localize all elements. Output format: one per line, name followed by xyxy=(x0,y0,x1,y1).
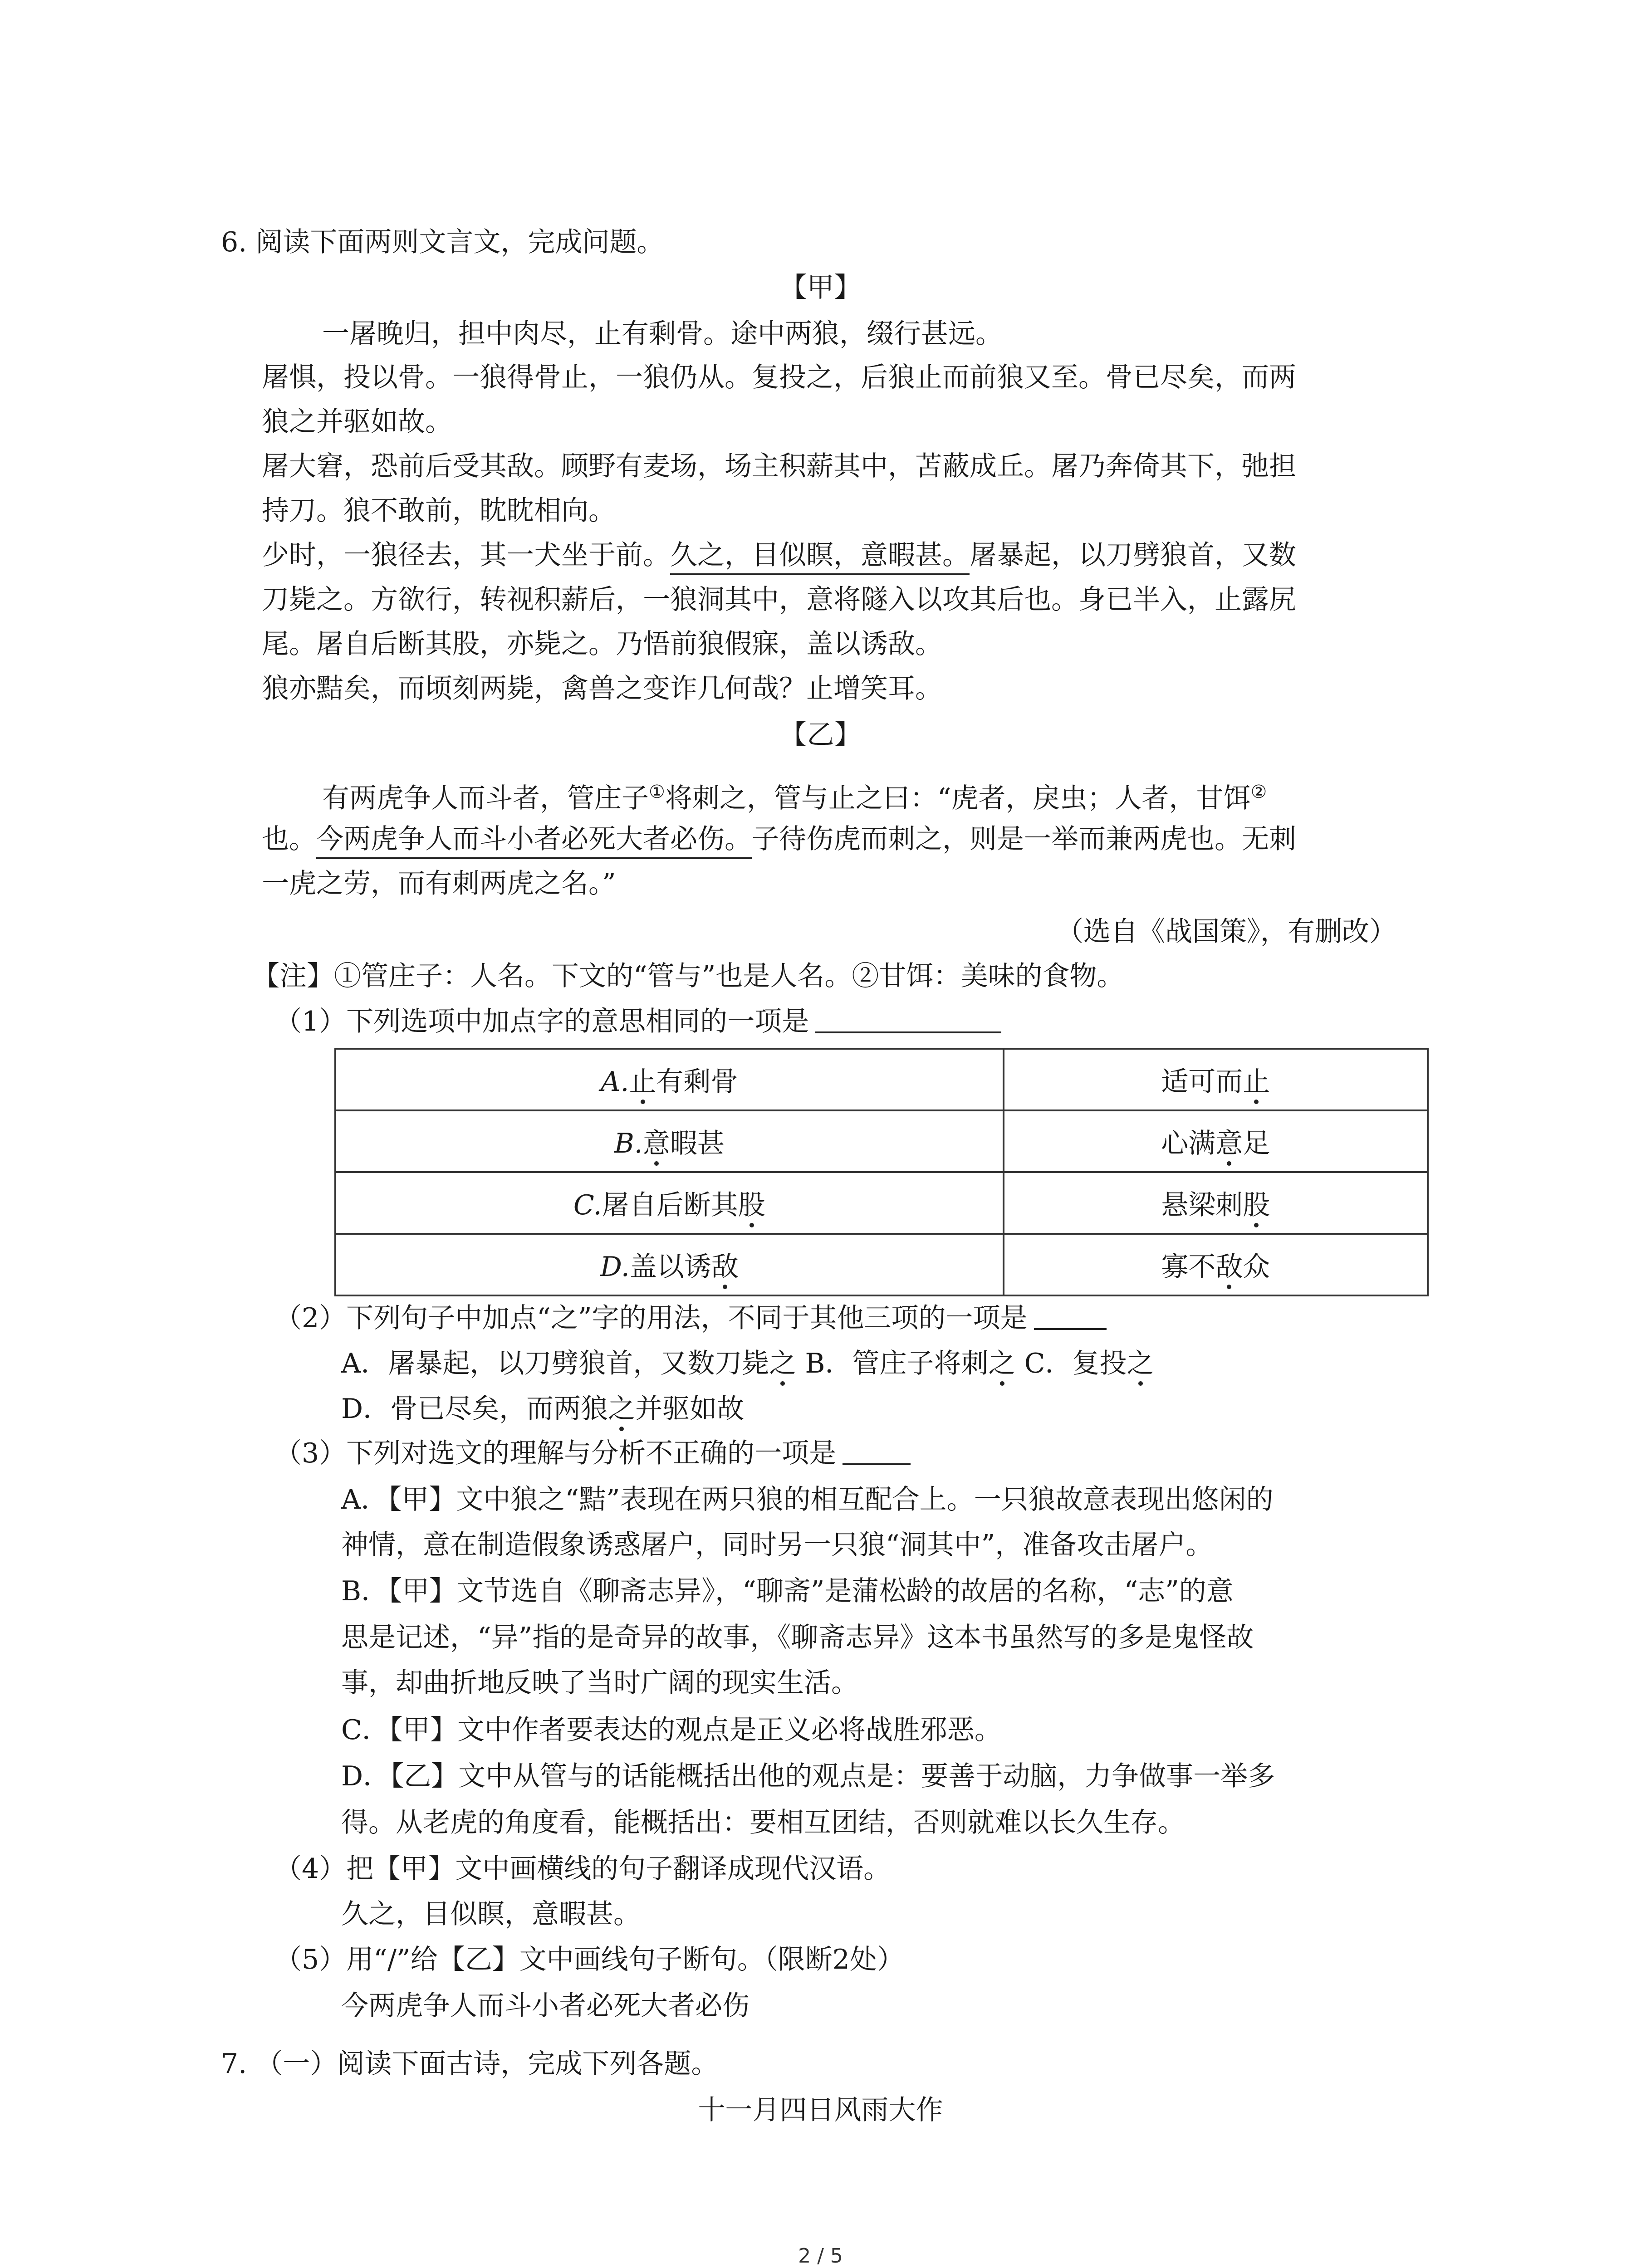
note-marker-1: ① xyxy=(649,782,665,802)
sub-question-3 xyxy=(274,1433,911,1473)
note-marker-2: ② xyxy=(1250,782,1267,802)
yi-line-2-pre: 也。 xyxy=(262,823,316,855)
table-row xyxy=(335,1234,1428,1295)
dotted-char: 之 xyxy=(988,1348,1016,1379)
table-row xyxy=(335,1049,1428,1110)
sub-question-5-text: 今两虎争人而斗小者必死大者必伤 xyxy=(341,1990,749,2022)
q6-intro: 6. 阅读下面两则文言文，完成问题。 xyxy=(221,226,664,258)
jia-underlined-sentence: 久之，目似瞑，意暇甚。 xyxy=(670,537,970,575)
answer-blank-2[interactable] xyxy=(1034,1301,1107,1330)
s3-line-2: 神情，意在制造假象诱惑屠户，同时另一只狼“洞其中”，准备攻击屠户。 xyxy=(341,1529,1213,1561)
jia-line-6-post: 屠暴起，以刀劈狼首，又数 xyxy=(970,539,1296,571)
s3-line-1: A．【甲】文中狼之“黠”表现在两只狼的相互配合上。一只狼故意表现出悠闲的 xyxy=(341,1484,1274,1515)
table-cell: D.盖以诱敌 xyxy=(335,1234,1004,1295)
sub-question-1 xyxy=(274,1002,1001,1041)
dotted-char: 意 xyxy=(1215,1128,1243,1159)
yi-line-1-a: 有两虎争人而斗者，管庄子 xyxy=(322,782,649,814)
jia-line-5: 持刀。狼不敢前，眈眈相向。 xyxy=(262,495,616,527)
answer-blank-1[interactable] xyxy=(815,1004,1001,1033)
option-c: C．复投 xyxy=(1015,1348,1127,1379)
yi-line-2-post: 子待伤虎而刺之，则是一举而兼两虎也。无刺 xyxy=(752,823,1296,855)
s3-line-8: 得。从老虎的角度看，能概括出：要相互团结，否则就难以长久生存。 xyxy=(341,1807,1185,1838)
jia-line-6 xyxy=(262,535,1296,575)
s3-line-6: C．【甲】文中作者要表达的观点是正义必将战胜邪恶。 xyxy=(341,1714,1002,1746)
source-citation: （选自《战国策》，有删改） xyxy=(1056,916,1396,948)
option-a: A．屠暴起，以刀劈狼首，又数刀毙 xyxy=(341,1348,769,1379)
dotted-char: 之 xyxy=(1127,1348,1154,1379)
jia-line-1: 一屠晚归，担中肉尽，止有剩骨。途中两狼，缀行甚远。 xyxy=(322,318,1003,350)
jia-line-9: 狼亦黠矣，而顷刻两毙，禽兽之变诈几何哉？止增笑耳。 xyxy=(262,673,942,704)
dotted-char: 止 xyxy=(1243,1066,1270,1098)
dotted-char: 股 xyxy=(1243,1189,1270,1221)
dotted-char: 敌 xyxy=(711,1251,739,1283)
sub-question-2-option-d xyxy=(341,1389,744,1429)
yi-underlined-sentence: 今两虎争人而斗小者必死大者必伤。 xyxy=(316,821,752,859)
sub-question-2 xyxy=(274,1298,1107,1338)
table-cell: C.屠自后断其股 xyxy=(335,1172,1004,1234)
sub-question-2-text: （2）下列句子中加点“之”字的用法，不同于其他三项的一项是 xyxy=(274,1302,1028,1334)
annotation-note: 【注】①管庄子：人名。下文的“管与”也是人名。②甘饵：美味的食物。 xyxy=(252,960,1124,992)
dotted-char: 止 xyxy=(629,1066,656,1098)
table-cell: 适可而止 xyxy=(1004,1049,1428,1110)
dotted-char: 敌 xyxy=(1215,1251,1243,1283)
sub-question-1-text: （1）下列选项中加点字的意思相同的一项是 xyxy=(274,1006,809,1037)
jia-line-7: 刀毙之。方欲行，转视积薪后，一狼洞其中，意将隧入以攻其后也。身已半入，止露尻 xyxy=(262,584,1296,616)
option-d-post: 并驱如故 xyxy=(635,1393,745,1425)
table-cell: A.止有剩骨 xyxy=(335,1049,1004,1110)
table-cell: 心满意足 xyxy=(1004,1110,1428,1172)
option-b: B．管庄子将刺 xyxy=(796,1348,989,1379)
yi-line-1 xyxy=(322,772,1267,818)
dotted-char: 之 xyxy=(608,1393,636,1425)
jia-line-4: 屠大窘，恐前后受其敌。顾野有麦场，场主积薪其中，苫蔽成丘。屠乃奔倚其下，弛担 xyxy=(262,450,1296,482)
options-table xyxy=(334,1048,1429,1296)
jia-title: 【甲】 xyxy=(779,272,862,303)
table-cell: 寡不敌众 xyxy=(1004,1234,1428,1295)
s3-line-3: B．【甲】文节选自《聊斋志异》，“聊斋”是蒲松龄的故居的名称，“志”的意 xyxy=(341,1575,1234,1607)
jia-line-2: 屠惧，投以骨。一狼得骨止，一狼仍从。复投之，后狼止而前狼又至。骨已尽矣，而两 xyxy=(262,362,1296,393)
page-number: 2 / 5 xyxy=(798,2244,843,2268)
jia-line-3: 狼之并驱如故。 xyxy=(262,406,452,438)
sub-question-5: （5）用“/”给【乙】文中画线句子断句。（限断2处） xyxy=(274,1944,904,1975)
s3-line-7: D．【乙】文中从管与的话能概括出他的观点是：要善于动脑，力争做事一举多 xyxy=(341,1760,1275,1792)
q7-intro: 7. （一）阅读下面古诗，完成下列各题。 xyxy=(221,2048,719,2080)
sub-question-2-options-abc xyxy=(341,1344,1154,1383)
sub-question-4-text: 久之，目似瞑，意暇甚。 xyxy=(341,1898,641,1930)
s3-line-4: 思是记述，“异”指的是奇异的故事，《聊斋志异》这本书虽然写的多是鬼怪故 xyxy=(341,1622,1254,1653)
table-row xyxy=(335,1172,1428,1234)
table-cell: B.意暇甚 xyxy=(335,1110,1004,1172)
jia-line-8: 尾。屠自后断其股，亦毙之。乃悟前狼假寐，盖以诱敌。 xyxy=(262,628,942,660)
dotted-char: 之 xyxy=(769,1348,797,1379)
answer-blank-3[interactable] xyxy=(843,1436,911,1465)
table-row xyxy=(335,1110,1428,1172)
yi-title: 【乙】 xyxy=(779,719,862,751)
yi-line-2 xyxy=(262,819,1296,859)
dotted-char: 意 xyxy=(642,1128,670,1159)
table-cell: 悬梁刺股 xyxy=(1004,1172,1428,1234)
sub-question-3-text: （3）下列对选文的理解与分析不正确的一项是 xyxy=(274,1437,837,1469)
yi-line-3: 一虎之劳，而有刺两虎之名。” xyxy=(262,868,616,899)
dotted-char: 股 xyxy=(738,1189,765,1221)
option-d: D．骨已尽矣，而两狼 xyxy=(341,1393,608,1425)
yi-line-1-b: 将刺之，管与止之曰：“虎者，戾虫；人者，甘饵 xyxy=(665,782,1251,814)
poem-title: 十一月四日风雨大作 xyxy=(698,2094,943,2126)
sub-question-4: （4）把【甲】文中画横线的句子翻译成现代汉语。 xyxy=(274,1853,891,1885)
jia-line-6-pre: 少时，一狼径去，其一犬坐于前。 xyxy=(262,539,670,571)
s3-line-5: 事，却曲折地反映了当时广阔的现实生活。 xyxy=(341,1667,858,1699)
